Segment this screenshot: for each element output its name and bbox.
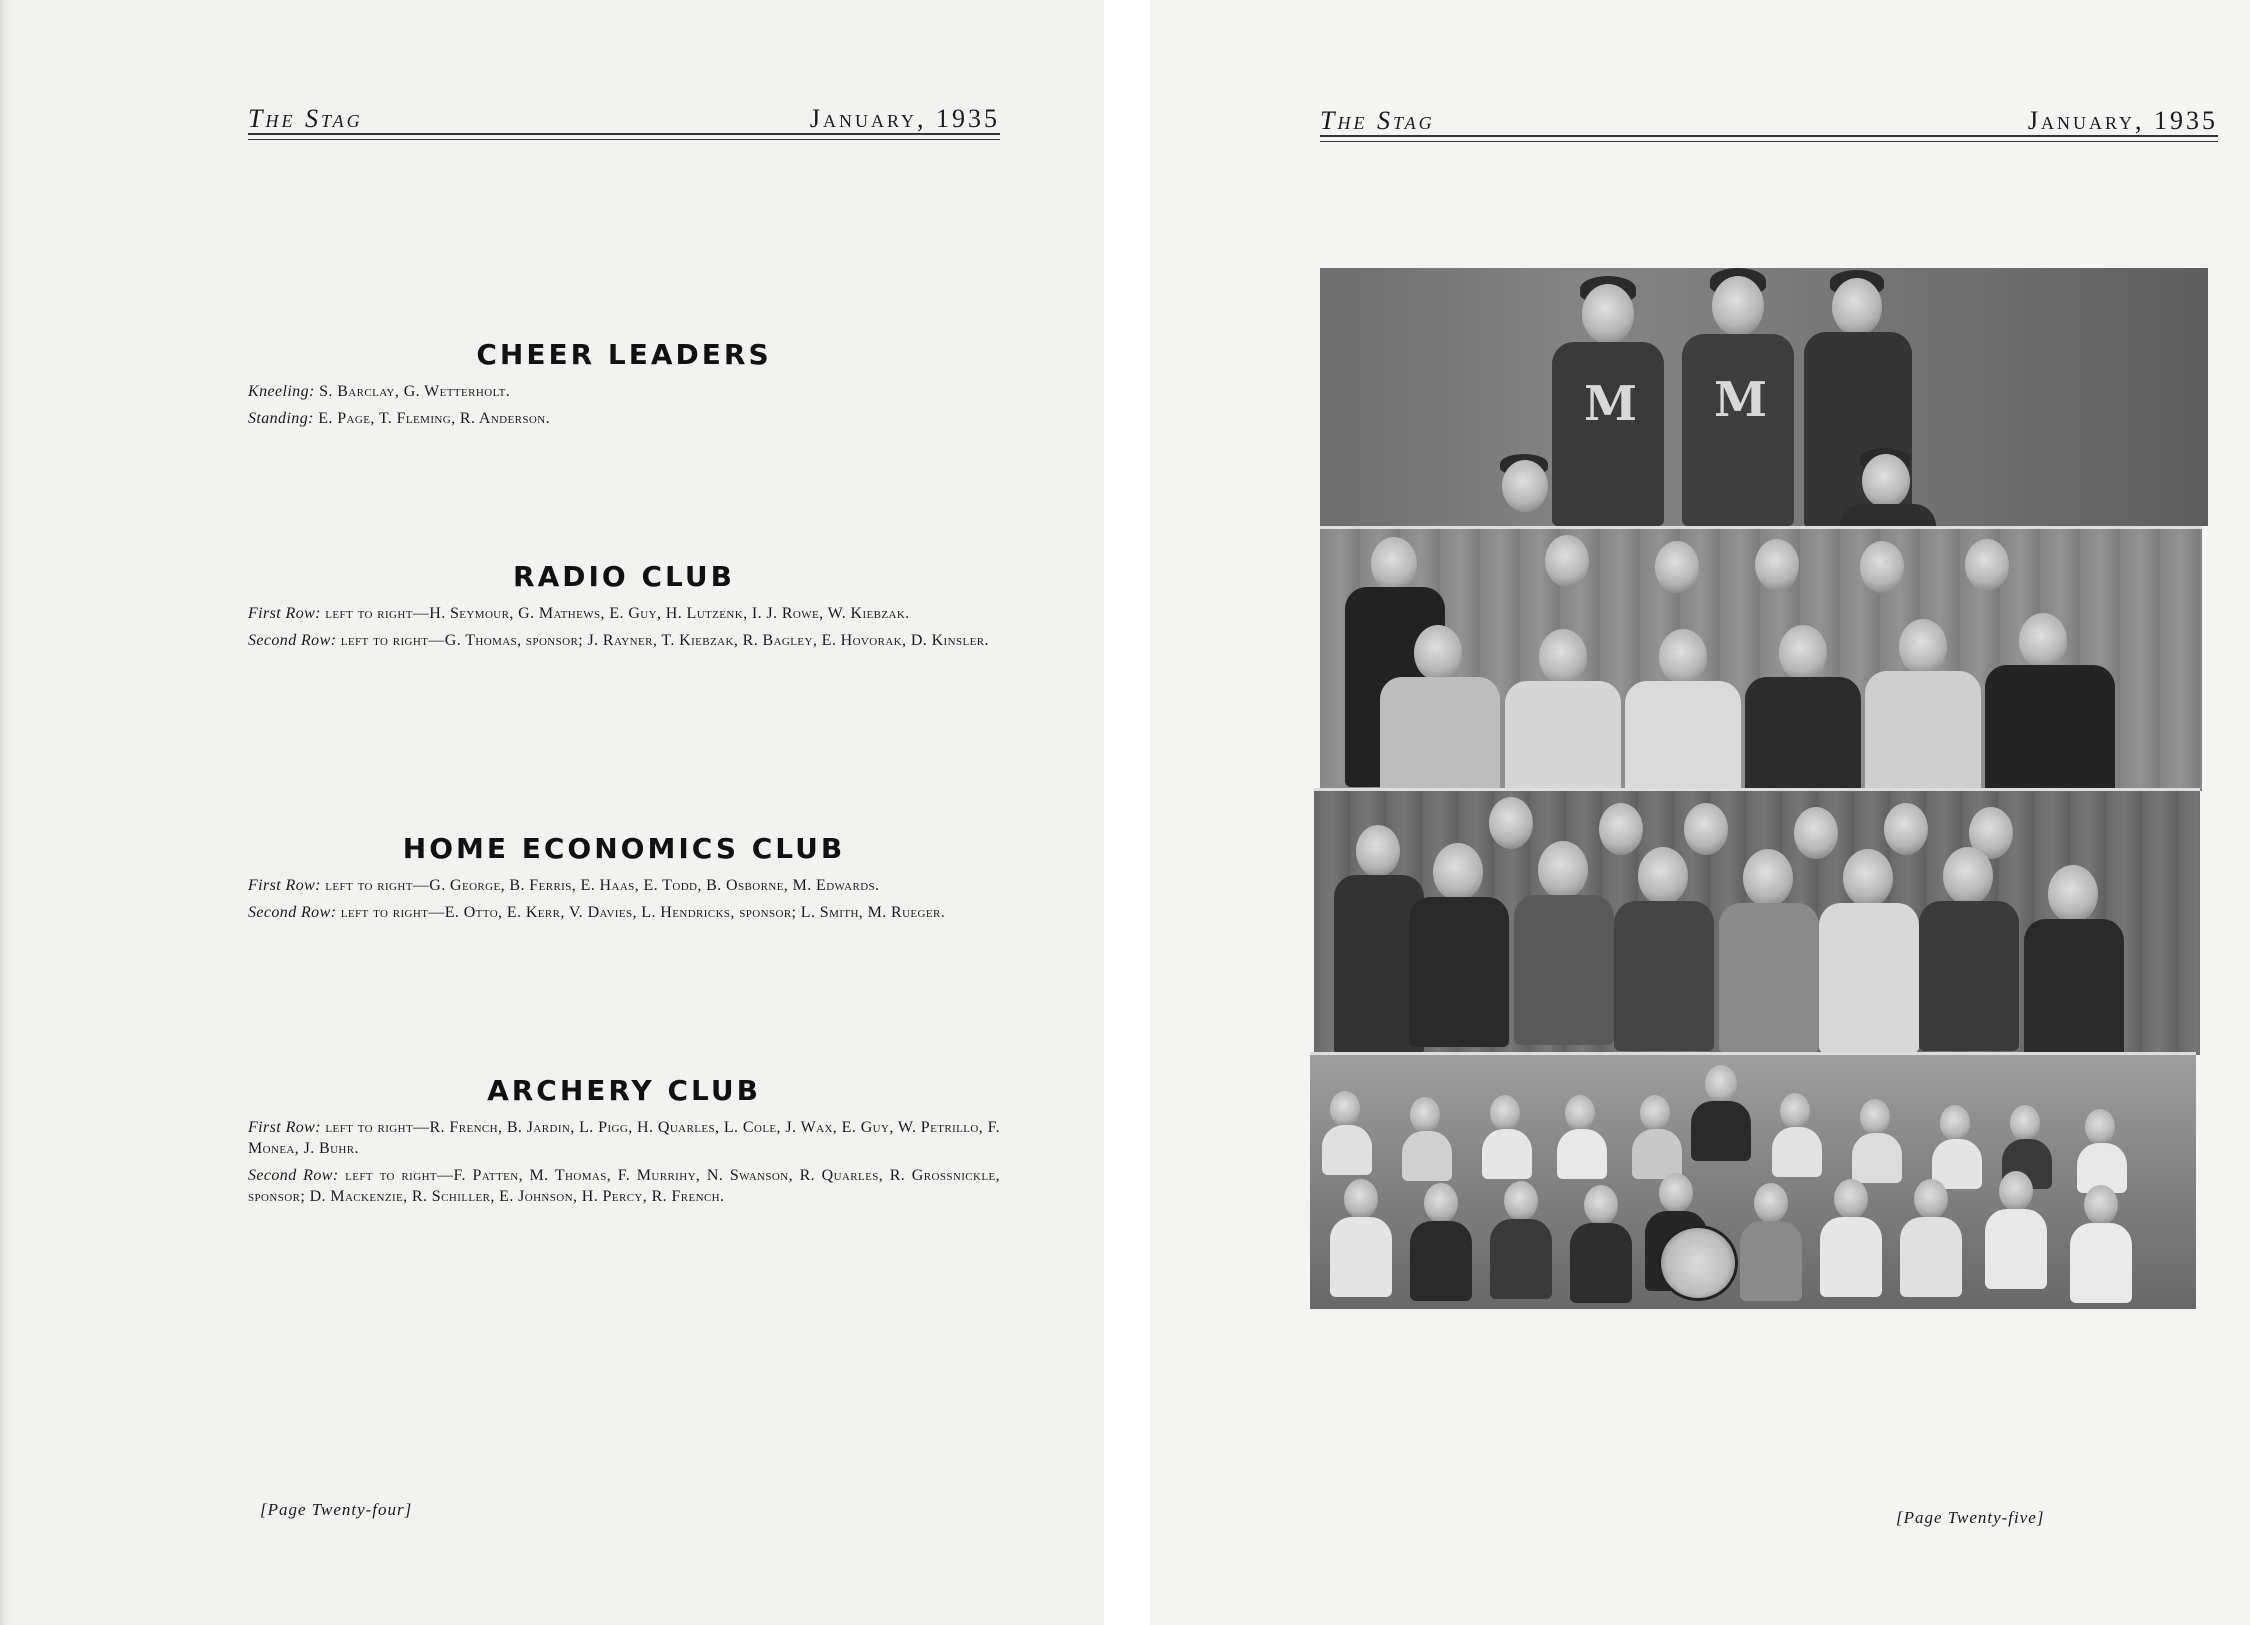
section-heading: HOME ECONOMICS CLUB: [402, 832, 846, 865]
cheer-leaders-photo: M M: [1320, 268, 2208, 526]
row-label: First Row:: [248, 1119, 321, 1136]
gutter: [1104, 0, 1150, 1625]
page-number: [Page Twenty-five]: [1896, 1508, 2045, 1527]
row-label: Second Row:: [248, 904, 337, 921]
running-head: [1320, 102, 2218, 142]
caption-row: [248, 1165, 1000, 1207]
section-archery-club: [248, 1074, 1000, 1207]
header-rule: [248, 133, 1000, 140]
caption-row: [248, 875, 1000, 896]
running-date: January, 1935: [809, 104, 1000, 133]
row-names: S. Barclay, G. Wetterholt.: [319, 383, 511, 400]
row-names: left to right—E. Otto, E. Kerr, V. Davies, L. Hendricks, sponsor; L. Smith, M. Rueger.: [340, 904, 946, 921]
caption-row: [248, 408, 1000, 429]
section-cheer-leaders: [248, 338, 1000, 429]
section-home-economics-club: [248, 832, 1000, 923]
running-date: January, 1935: [2027, 106, 2218, 135]
running-head: [248, 100, 1000, 140]
radio-club-photo: [1320, 526, 2202, 791]
row-names: left to right—R. French, B. Jardin, L. Pigg, H. Quarles, L. Cole, J. Wax, E. Guy, W. Petrillo, F. Monea, J. Buhr.: [248, 1119, 1000, 1157]
section-heading: ARCHERY CLUB: [487, 1074, 761, 1107]
running-title: The Stag: [1320, 106, 1435, 135]
caption-row: [248, 630, 1000, 651]
left-page: [0, 0, 1104, 1625]
home-economics-club-photo: [1314, 788, 2200, 1055]
caption-row: [248, 1117, 1000, 1159]
row-names: left to right—G. Thomas, sponsor; J. Rayner, T. Kiebzak, R. Bagley, E. Hovorak, D. Kinsler.: [340, 632, 989, 649]
section-heading: CHEER LEADERS: [476, 338, 772, 371]
row-label: First Row:: [248, 605, 321, 622]
drum: [1658, 1225, 1738, 1301]
row-label: First Row:: [248, 877, 321, 894]
page-number: [Page Twenty-four]: [260, 1500, 413, 1519]
caption-row: [248, 381, 1000, 402]
row-names: left to right—H. Seymour, G. Mathews, E. Guy, H. Lutzenk, I. J. Rowe, W. Kiebzak.: [325, 605, 910, 622]
row-label: Kneeling:: [248, 383, 315, 400]
row-names: left to right—G. George, B. Ferris, E. Haas, E. Todd, B. Osborne, M. Edwards.: [325, 877, 880, 894]
page-edge: [0, 0, 14, 1625]
row-label: Second Row:: [248, 1167, 339, 1184]
section-heading: RADIO CLUB: [513, 560, 735, 593]
header-rule: [1320, 135, 2218, 142]
archery-club-photo: [1310, 1052, 2196, 1309]
caption-row: [248, 603, 1000, 624]
row-names: left to right—F. Patten, M. Thomas, F. Murrihy, N. Swanson, R. Quarles, R. Grossnickle, sponsor; D. Mackenzie, R. Schiller, E. Johnson, H. Percy, R. French.: [248, 1167, 1000, 1205]
section-radio-club: [248, 560, 1000, 651]
caption-row: [248, 902, 1000, 923]
row-names: E. Page, T. Fleming, R. Anderson.: [318, 410, 550, 427]
running-title: The Stag: [248, 104, 363, 133]
row-label: Standing:: [248, 410, 314, 427]
right-page: [1150, 0, 2250, 1625]
row-label: Second Row:: [248, 632, 337, 649]
